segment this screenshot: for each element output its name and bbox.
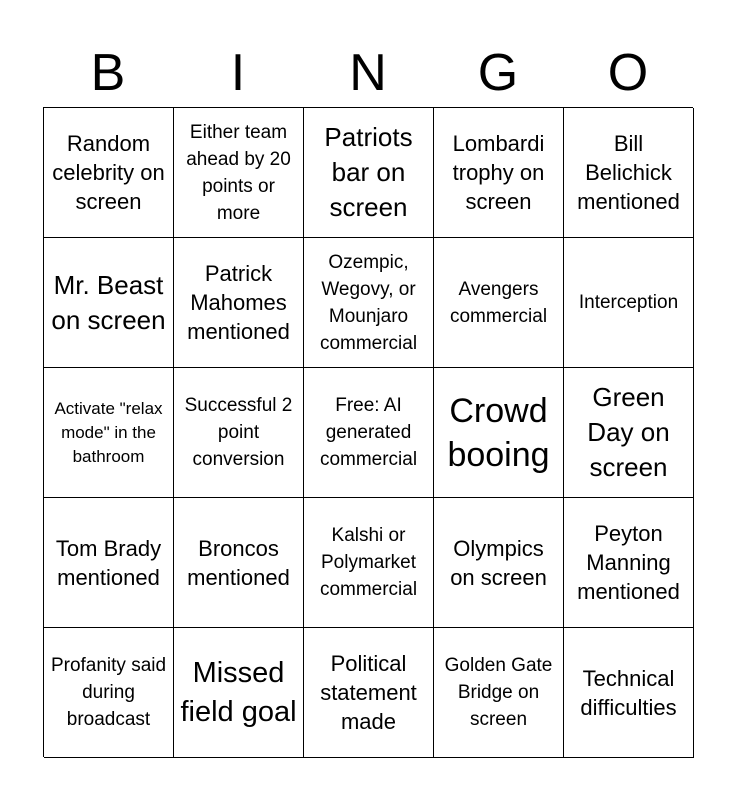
bingo-cell[interactable] [174, 238, 304, 368]
cell-text: Profanity said during broadcast [50, 655, 167, 730]
cell-text: Patrick Mahomes mentioned [187, 261, 290, 344]
cell-text: Interception [578, 292, 679, 313]
bingo-cell[interactable] [44, 368, 174, 498]
bingo-cell[interactable] [434, 238, 564, 368]
header-letter-o: O [607, 44, 649, 102]
cell-text: Either team ahead by 20 points or more [186, 121, 291, 224]
cell-text: Lombardi trophy on screen [452, 131, 545, 214]
bingo-cell[interactable] [304, 628, 434, 758]
header-letter-g: G [477, 44, 519, 102]
cell-text: Golden Gate Bridge on screen [444, 655, 553, 730]
cell-text: Broncos mentioned [187, 535, 290, 590]
cell-text: Free: AI generated commercial [319, 395, 418, 470]
bingo-cell[interactable] [44, 238, 174, 368]
cell-text: Technical difficulties [580, 665, 677, 720]
cell-text: Random celebrity on screen [52, 131, 165, 214]
cell-text: Successful 2 point conversion [184, 395, 293, 470]
bingo-cell[interactable] [304, 108, 434, 238]
bingo-cell[interactable] [304, 498, 434, 628]
bingo-cell[interactable] [564, 108, 694, 238]
cell-text: Activate "relax mode" in the bathroom [54, 398, 163, 466]
header-letter-b: B [90, 44, 126, 102]
bingo-cell[interactable] [174, 498, 304, 628]
bingo-cell[interactable] [44, 108, 174, 238]
cell-text: Mr. Beast on screen [51, 269, 166, 335]
bingo-cell[interactable] [44, 498, 174, 628]
cell-text: Avengers commercial [449, 278, 548, 327]
cell-text: Peyton Manning mentioned [577, 521, 680, 604]
bingo-cell[interactable] [304, 368, 434, 498]
bingo-cell[interactable] [44, 628, 174, 758]
cell-text: Political statement made [320, 651, 417, 734]
bingo-header [43, 40, 693, 106]
bingo-cell[interactable] [434, 628, 564, 758]
bingo-cell[interactable] [564, 498, 694, 628]
cell-text: Patriots bar on screen [324, 122, 413, 222]
bingo-cell[interactable] [564, 628, 694, 758]
bingo-board [43, 107, 693, 757]
bingo-cell[interactable] [434, 108, 564, 238]
bingo-cell[interactable] [434, 498, 564, 628]
bingo-cell[interactable] [304, 238, 434, 368]
cell-text: Kalshi or Polymarket commercial [319, 525, 418, 600]
bingo-cell[interactable] [434, 368, 564, 498]
header-letter-n: N [349, 44, 387, 102]
cell-text: Missed field goal [180, 656, 297, 728]
bingo-cell[interactable] [174, 108, 304, 238]
cell-text: Olympics on screen [450, 535, 547, 590]
header-letter-i: I [230, 44, 246, 102]
bingo-cell[interactable] [174, 628, 304, 758]
cell-text: Bill Belichick mentioned [577, 131, 680, 214]
bingo-cell[interactable] [174, 368, 304, 498]
cell-text: Tom Brady mentioned [55, 535, 162, 590]
cell-text: Ozempic, Wegovy, or Mounjaro commercial [319, 251, 418, 354]
cell-text: Green Day on screen [587, 382, 670, 482]
bingo-cell[interactable] [564, 368, 694, 498]
cell-text: Crowd booing [447, 391, 550, 474]
bingo-cell[interactable] [564, 238, 694, 368]
